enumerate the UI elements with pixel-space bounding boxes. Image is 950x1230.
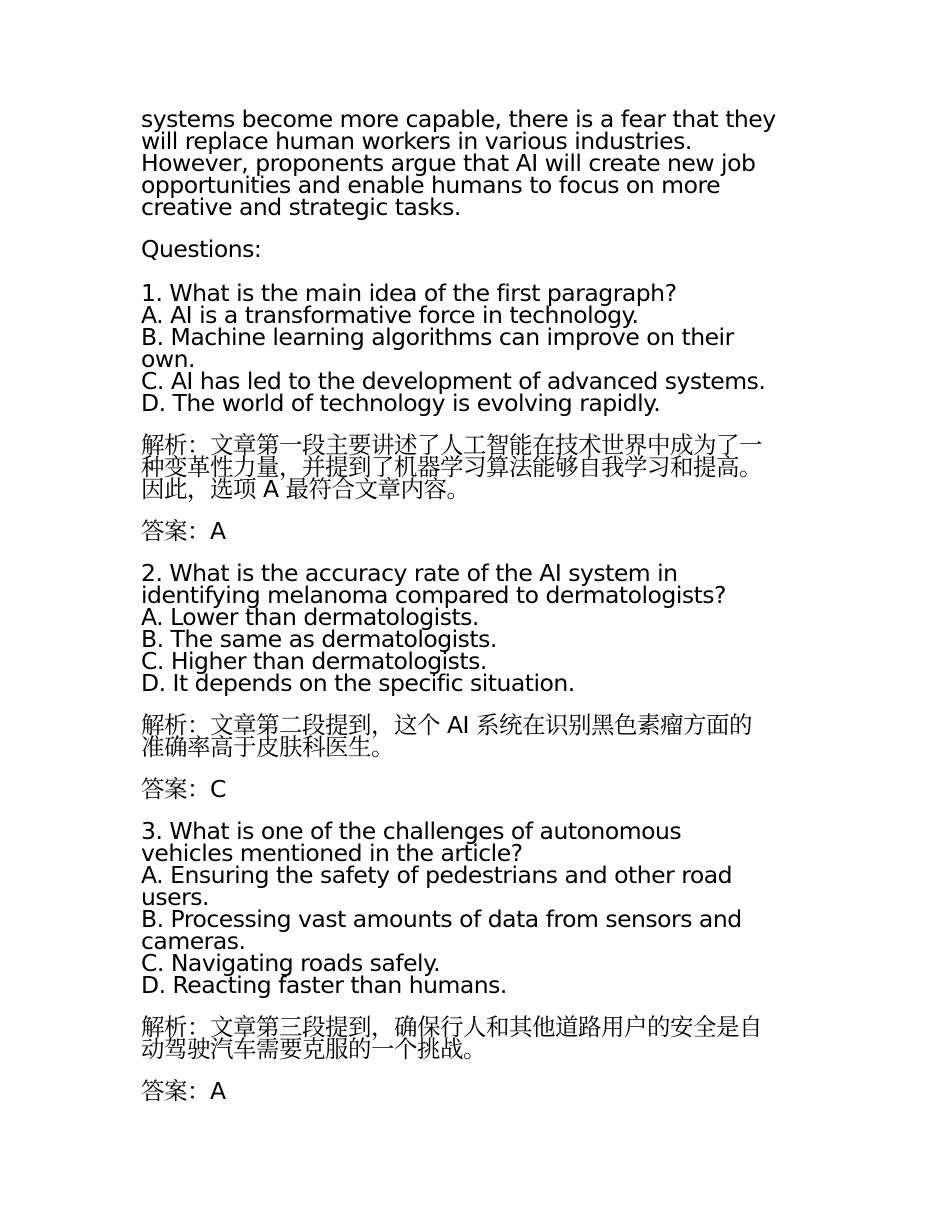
- intro-line: systems become more capable, there is a fear that they: [141, 105, 776, 133]
- option-c: C. AI has led to the development of advanced systems.: [141, 367, 766, 395]
- analysis-line: 解析：文章第三段提到，确保行人和其他道路用户的安全是自: [141, 1013, 762, 1041]
- analysis-2: [141, 711, 821, 761]
- question-text-cont: vehicles mentioned in the article?: [141, 839, 523, 867]
- question-3: [141, 817, 821, 999]
- answer-2: 答案：C: [141, 775, 226, 803]
- option-c: C. Navigating roads safely.: [141, 949, 441, 977]
- answer-3: 答案：A: [141, 1077, 226, 1105]
- option-b: B. Machine learning algorithms can improve on their: [141, 323, 734, 351]
- option-a: A. Lower than dermatologists.: [141, 603, 479, 631]
- option-d: D. Reacting faster than humans.: [141, 971, 507, 999]
- analysis-line: 准确率高于皮肤科医生。: [141, 733, 394, 761]
- answer-1: 答案：A: [141, 517, 226, 545]
- question-text: 3. What is one of the challenges of autonomous: [141, 817, 682, 845]
- option-a: A. Ensuring the safety of pedestrians and other road: [141, 861, 733, 889]
- option-d: D. The world of technology is evolving rapidly.: [141, 389, 661, 417]
- analysis-line: 因此，选项 A 最符合文章内容。: [141, 475, 470, 503]
- analysis-line: 种变革性力量，并提到了机器学习算法能够自我学习和提高。: [141, 453, 762, 481]
- question-2: [141, 559, 821, 697]
- question-text-cont: identifying melanoma compared to dermatologists?: [141, 581, 727, 609]
- question-text: 2. What is the accuracy rate of the AI system in: [141, 559, 678, 587]
- document-page: [141, 105, 821, 1122]
- option-c: C. Higher than dermatologists.: [141, 647, 487, 675]
- intro-paragraph: [141, 105, 821, 221]
- option-b-cont: cameras.: [141, 927, 246, 955]
- option-a-cont: users.: [141, 883, 209, 911]
- question-text: 1. What is the main idea of the first paragraph?: [141, 279, 677, 307]
- intro-line: creative and strategic tasks.: [141, 193, 461, 221]
- analysis-line: 解析：文章第二段提到，这个 AI 系统在识别黑色素瘤方面的: [141, 711, 752, 739]
- option-d: D. It depends on the specific situation.: [141, 669, 575, 697]
- option-b: B. The same as dermatologists.: [141, 625, 497, 653]
- analysis-3: [141, 1013, 821, 1063]
- question-1: [141, 279, 821, 417]
- analysis-1: [141, 431, 821, 503]
- intro-line: will replace human workers in various industries.: [141, 127, 692, 155]
- intro-line: opportunities and enable humans to focus on more: [141, 171, 721, 199]
- intro-line: However, proponents argue that AI will create new job: [141, 149, 756, 177]
- option-b-cont: own.: [141, 345, 195, 373]
- option-a: A. AI is a transformative force in technology.: [141, 301, 639, 329]
- analysis-line: 解析：文章第一段主要讲述了人工智能在技术世界中成为了一: [141, 431, 762, 459]
- analysis-line: 动驾驶汽车需要克服的一个挑战。: [141, 1035, 486, 1063]
- questions-heading: Questions:: [141, 235, 262, 263]
- option-b: B. Processing vast amounts of data from sensors and: [141, 905, 742, 933]
